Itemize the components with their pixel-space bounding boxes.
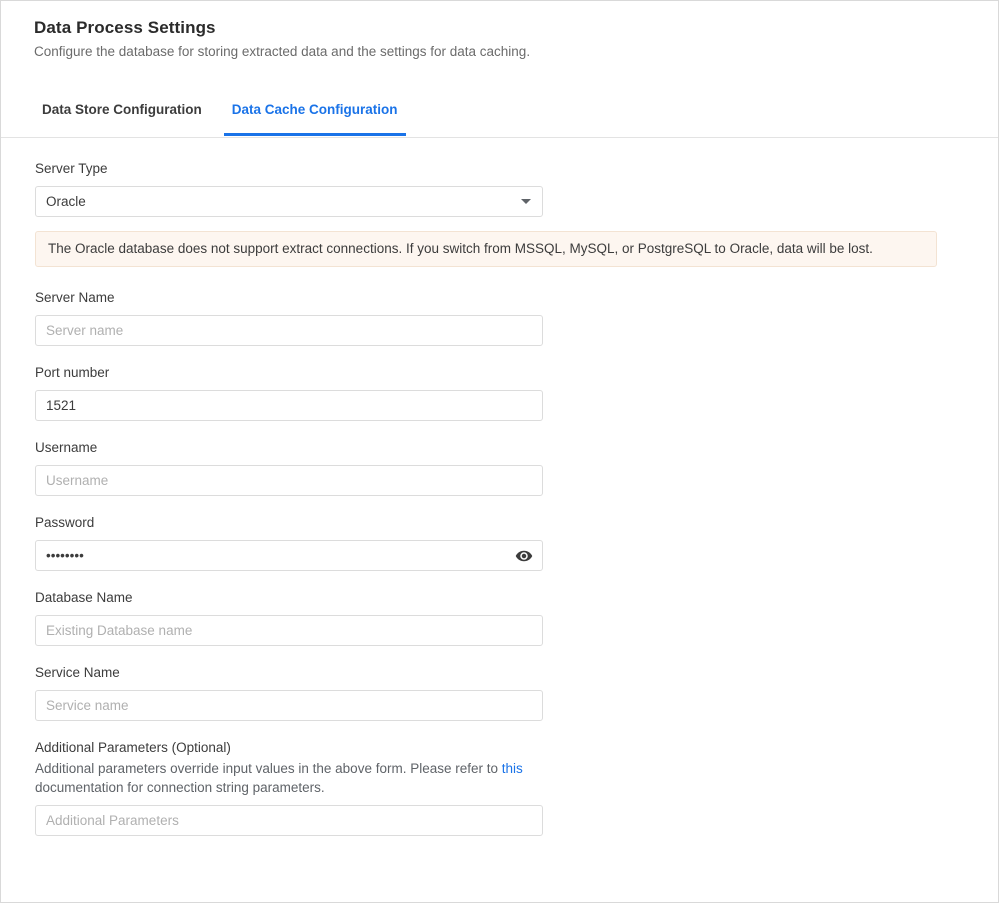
server-name-label: Server Name bbox=[35, 290, 115, 305]
server-name-input-wrap bbox=[35, 315, 543, 346]
field-username bbox=[35, 439, 998, 496]
server-type-value[interactable]: Oracle bbox=[35, 186, 543, 217]
page-subtitle: Configure the database for storing extracted data and the settings for data caching. bbox=[34, 44, 531, 59]
service-name-input[interactable] bbox=[35, 690, 543, 721]
tab-data-store-configuration[interactable]: Data Store Configuration bbox=[42, 102, 202, 117]
password-label: Password bbox=[35, 515, 95, 530]
spacer bbox=[35, 496, 998, 514]
addl-desc-before: Additional parameters override input values in the above form. Please refer to bbox=[35, 761, 502, 776]
page-title: Data Process Settings bbox=[34, 18, 216, 37]
documentation-link[interactable]: this bbox=[501, 761, 523, 776]
service-name-label: Service Name bbox=[35, 665, 120, 680]
additional-parameters-input-wrap bbox=[35, 805, 543, 836]
addl-desc-after: documentation for connection string parameters. bbox=[35, 780, 325, 795]
spacer bbox=[35, 421, 998, 439]
port-number-label: Port number bbox=[35, 365, 110, 380]
database-name-input-wrap bbox=[35, 615, 543, 646]
server-name-input[interactable] bbox=[35, 315, 543, 346]
spacer bbox=[35, 646, 998, 664]
page-header bbox=[1, 1, 998, 61]
password-input-wrap bbox=[35, 540, 543, 571]
spacer bbox=[35, 267, 998, 289]
field-service-name bbox=[35, 664, 998, 721]
field-port-number bbox=[35, 364, 998, 421]
username-label: Username bbox=[35, 440, 98, 455]
port-number-input[interactable] bbox=[35, 390, 543, 421]
additional-parameters-input[interactable] bbox=[35, 805, 543, 836]
field-server-name bbox=[35, 289, 998, 346]
field-password bbox=[35, 514, 998, 571]
tab-bar bbox=[1, 97, 998, 138]
username-input-wrap bbox=[35, 465, 543, 496]
username-input[interactable] bbox=[35, 465, 543, 496]
field-additional-parameters bbox=[35, 739, 998, 836]
database-name-input[interactable] bbox=[35, 615, 543, 646]
server-type-select[interactable] bbox=[35, 186, 543, 217]
spacer bbox=[35, 346, 998, 364]
additional-parameters-description bbox=[35, 759, 555, 797]
field-server-type bbox=[35, 160, 998, 217]
show-password-eye-icon[interactable] bbox=[515, 547, 533, 565]
oracle-warning-banner: The Oracle database does not support extract connections. If you switch from MSSQL, MySQL, or PostgreSQL to Oracle, data will be lost. bbox=[35, 231, 937, 267]
spacer bbox=[35, 721, 998, 739]
database-name-label: Database Name bbox=[35, 590, 133, 605]
additional-parameters-label: Additional Parameters (Optional) bbox=[35, 740, 231, 755]
data-cache-form bbox=[1, 138, 998, 836]
tab-data-cache-configuration[interactable]: Data Cache Configuration bbox=[224, 97, 406, 136]
password-input[interactable] bbox=[35, 540, 543, 571]
service-name-input-wrap bbox=[35, 690, 543, 721]
field-database-name bbox=[35, 589, 998, 646]
port-number-input-wrap bbox=[35, 390, 543, 421]
server-type-label: Server Type bbox=[35, 161, 108, 176]
spacer bbox=[35, 571, 998, 589]
